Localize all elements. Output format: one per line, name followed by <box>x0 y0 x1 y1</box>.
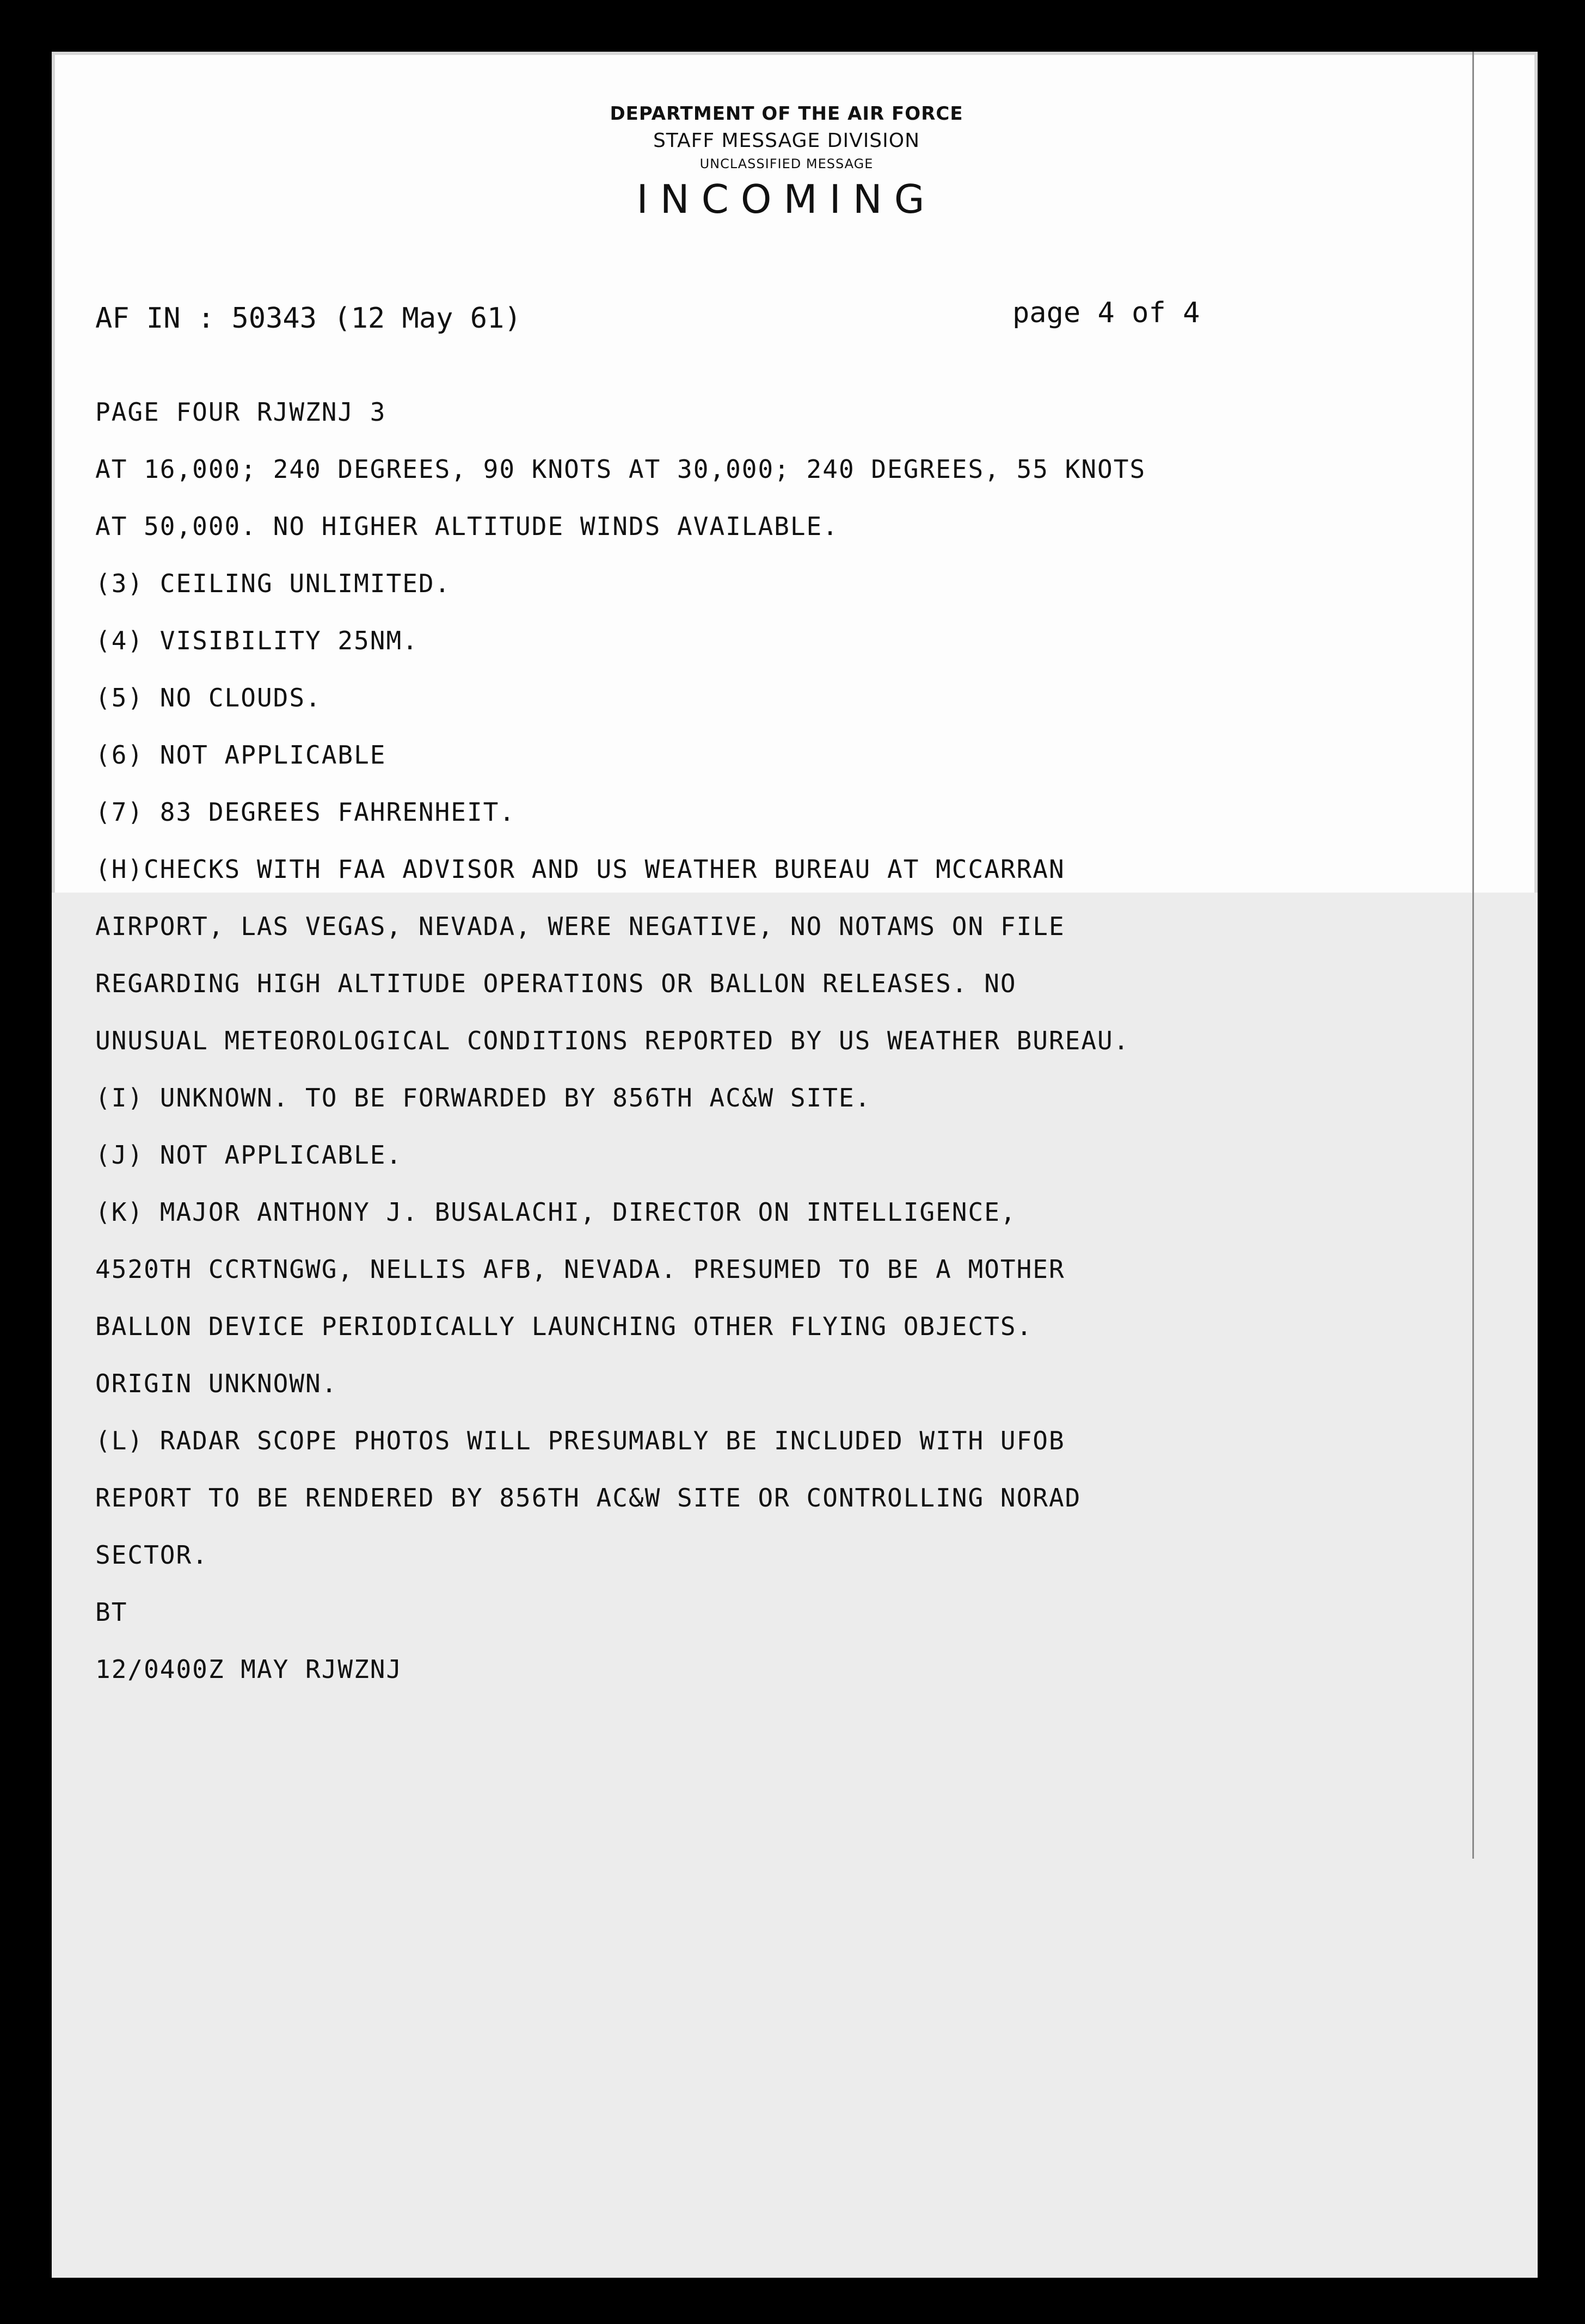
body-line: PAGE FOUR RJWZNJ 3 <box>95 397 386 427</box>
body-line: SECTOR. <box>95 1540 208 1570</box>
body-line: (I) UNKNOWN. TO BE FORWARDED BY 856TH AC&W SITE. <box>95 1083 871 1112</box>
message-type: INCOMING <box>636 176 937 222</box>
body-line: (H)CHECKS WITH FAA ADVISOR AND US WEATHER BUREAU AT MCCARRAN <box>95 854 1065 884</box>
message-body <box>95 384 1402 1698</box>
body-line: (J) NOT APPLICABLE. <box>95 1140 403 1170</box>
body-line: BALLON DEVICE PERIODICALLY LAUNCHING OTHER FLYING OBJECTS. <box>95 1312 1033 1341</box>
body-line: 4520TH CCRTNGWG, NELLIS AFB, NEVADA. PRESUMED TO BE A MOTHER <box>95 1255 1065 1284</box>
body-line: REGARDING HIGH ALTITUDE OPERATIONS OR BALLON RELEASES. NO <box>95 969 1017 998</box>
body-line: (6) NOT APPLICABLE <box>95 740 386 770</box>
body-line: 12/0400Z MAY RJWZNJ <box>95 1655 403 1684</box>
body-line: AIRPORT, LAS VEGAS, NEVADA, WERE NEGATIVE, NO NOTAMS ON FILE <box>95 912 1065 941</box>
body-line: AT 16,000; 240 DEGREES, 90 KNOTS AT 30,000; 240 DEGREES, 55 KNOTS <box>95 454 1146 484</box>
department-title: DEPARTMENT OF THE AIR FORCE <box>610 103 963 125</box>
body-line: (K) MAJOR ANTHONY J. BUSALACHI, DIRECTOR ON INTELLIGENCE, <box>95 1197 1017 1227</box>
margin-rule <box>1472 52 1474 1859</box>
message-header <box>542 101 1031 224</box>
document-page <box>52 52 1538 2278</box>
body-line: UNUSUAL METEOROLOGICAL CONDITIONS REPORTED BY US WEATHER BUREAU. <box>95 1026 1130 1055</box>
division-title: STAFF MESSAGE DIVISION <box>653 130 920 152</box>
body-line: (5) NO CLOUDS. <box>95 683 322 712</box>
body-line: AT 50,000. NO HIGHER ALTITUDE WINDS AVAILABLE. <box>95 512 839 541</box>
body-line: (L) RADAR SCOPE PHOTOS WILL PRESUMABLY BE INCLUDED WITH UFOB <box>95 1426 1065 1455</box>
body-line: (7) 83 DEGREES FAHRENHEIT. <box>95 797 516 827</box>
body-line: (4) VISIBILITY 25NM. <box>95 626 419 655</box>
body-line: BT <box>95 1597 128 1627</box>
body-line: REPORT TO BE RENDERED BY 856TH AC&W SITE OR CONTROLLING NORAD <box>95 1483 1082 1513</box>
classification-label: UNCLASSIFIED MESSAGE <box>699 156 874 171</box>
body-line: (3) CEILING UNLIMITED. <box>95 569 451 598</box>
body-line: ORIGIN UNKNOWN. <box>95 1369 338 1398</box>
page-number: page 4 of 4 <box>1012 297 1200 329</box>
af-in-reference: AF IN : 50343 (12 May 61) <box>95 302 521 335</box>
